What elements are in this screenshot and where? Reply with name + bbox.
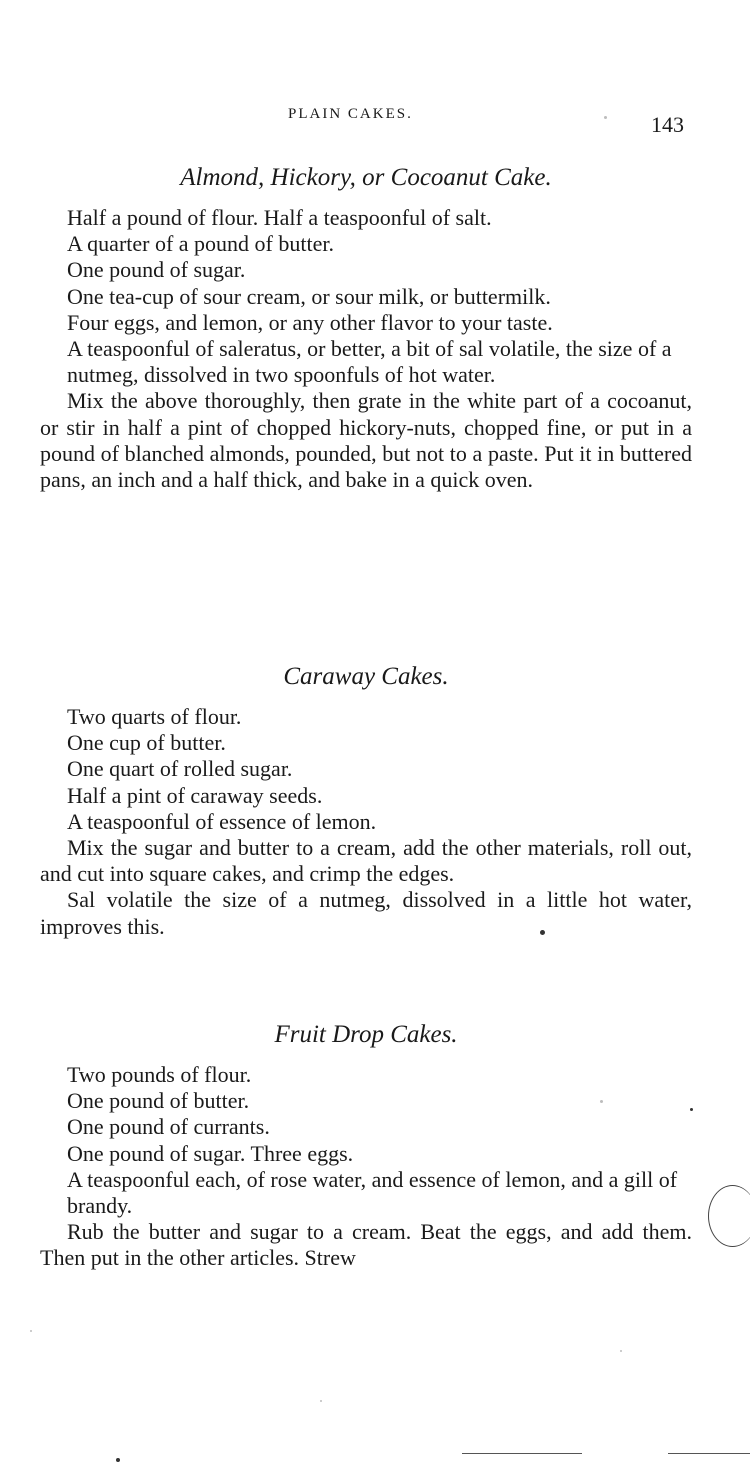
paper-speck <box>690 1108 693 1111</box>
paper-speck <box>604 116 607 119</box>
ingredient-list <box>40 205 692 388</box>
running-head <box>0 106 750 136</box>
ingredient-line: One quart of rolled sugar. <box>67 756 293 782</box>
recipe-title: Fruit Drop Cakes. <box>274 1021 458 1048</box>
bottom-rule <box>668 1453 750 1454</box>
ingredient-line: One pound of currants. <box>67 1114 270 1140</box>
ingredient-list <box>40 1062 692 1219</box>
running-title: PLAIN CAKES. <box>288 106 413 122</box>
ingredient-line: Half a pint of caraway seeds. <box>67 782 323 808</box>
ingredient-line: One pound of sugar. Three eggs. <box>67 1140 354 1166</box>
recipe-title: Almond, Hickory, or Cocoanut Cake. <box>180 164 552 191</box>
recipe-almond-hickory-cocoanut-cake <box>40 163 692 493</box>
ingredient-list <box>40 704 692 835</box>
ingredient-line: A quarter of a pound of butter. <box>67 231 334 257</box>
directions-paragraph: Sal volatile the size of a nutmeg, dissolved in a little hot water, improves this. <box>40 887 692 939</box>
recipe-caraway-cakes <box>40 662 692 940</box>
title-spacing <box>40 193 692 205</box>
ingredient-line: Four eggs, and lemon, or any other flavor to your taste. <box>67 309 553 335</box>
paper-speck <box>600 1100 603 1103</box>
paper-speck <box>320 1400 322 1402</box>
ingredient-line: Two pounds of flour. <box>67 1062 252 1087</box>
ink-smudge <box>708 1185 750 1247</box>
directions-paragraph: Mix the sugar and butter to a cream, add the other materials, roll out, and cut into square cakes, and crimp the edges. <box>40 835 692 887</box>
recipe-fruit-drop-cakes <box>40 1020 692 1272</box>
recipe-title: Caraway Cakes. <box>283 663 449 690</box>
paper-speck <box>30 1330 32 1332</box>
ingredient-line: A teaspoonful of saleratus, or better, a bit of sal volatile, the size of a nutmeg, dissolved in two spoonfuls of hot water. <box>67 336 672 388</box>
ingredient-line: One tea-cup of sour cream, or sour milk, or buttermilk. <box>67 283 551 309</box>
ingredient-line: A teaspoonful of essence of lemon. <box>67 808 377 834</box>
page-number: 143 <box>651 112 684 137</box>
ingredient-line: Half a pound of flour. Half a teaspoonful of salt. <box>67 205 492 230</box>
paper-speck <box>116 1458 120 1462</box>
ingredient-line: One pound of butter. <box>67 1088 250 1114</box>
directions-paragraph: Rub the butter and sugar to a cream. Beat the eggs, and add them. Then put in the other articles. Strew <box>40 1219 692 1271</box>
directions-paragraph: Mix the above thoroughly, then grate in the white part of a cocoanut, or stir in half a pint of chopped hickory-nuts, chopped fine, or put in a pound of blanched almonds, pounded, but not to a paste. Put it in buttered pans, an inch and a half thick, and bake in a quick oven. <box>40 388 692 493</box>
paper-speck <box>540 930 545 935</box>
paper-speck <box>620 1350 622 1352</box>
ingredient-line: One cup of butter. <box>67 730 226 756</box>
title-spacing <box>40 1050 692 1062</box>
ingredient-line: One pound of sugar. <box>67 257 246 283</box>
title-spacing <box>40 692 692 704</box>
ingredient-line: Two quarts of flour. <box>67 704 242 729</box>
ingredient-line: A teaspoonful each, of rose water, and essence of lemon, and a gill of brandy. <box>67 1166 678 1219</box>
bottom-rule <box>462 1453 582 1454</box>
